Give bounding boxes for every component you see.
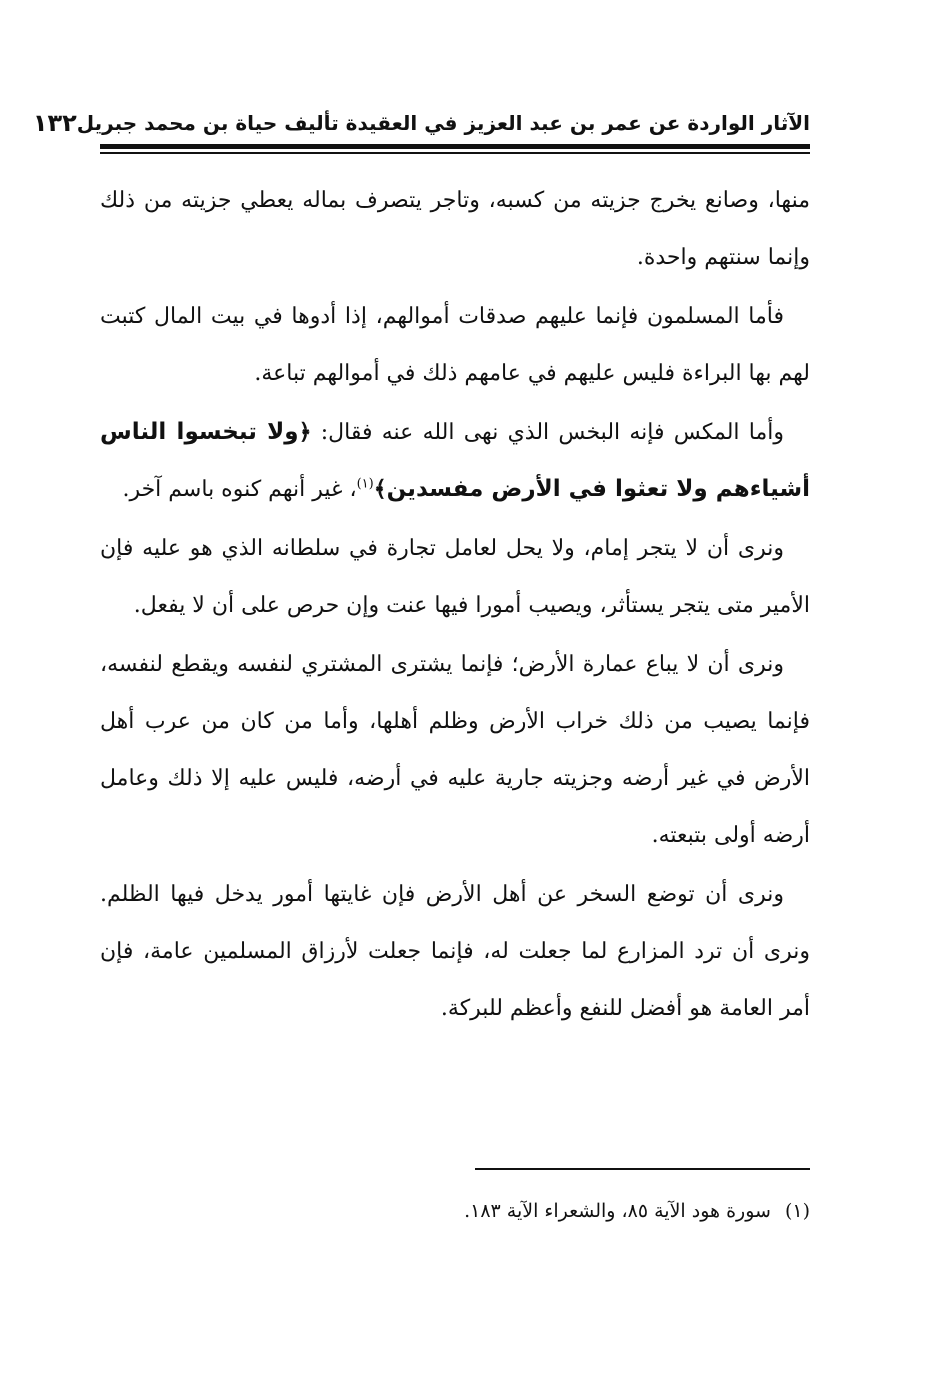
footnote-separator — [475, 1168, 810, 1170]
paragraph-3-intro: وأما المكس فإنه البخس الذي نهى الله عنه فقال: — [320, 420, 785, 445]
ornate-bracket-open: ﴿ — [298, 419, 312, 445]
paragraph-3-outro: ، غير أنهم كنوه باسم آخر. — [122, 477, 357, 502]
page-header — [32, 104, 810, 142]
paragraph-2: فأما المسلمون فإنما عليهم صدقات أموالهم، إذا أدوها في بيت المال كتبت لهم بها البراءة فليس عليهم في عامهم ذلك في أموالهم تباعة. — [100, 304, 810, 386]
footnote — [100, 1196, 810, 1226]
paragraph-1: منها، وصانع يخرج جزيته من كسبه، وتاجر يتصرف بماله يعطي جزيته من ذلك وإنما سنتهم واحدة. — [100, 188, 810, 270]
footnote-marker: (١) — [784, 1200, 810, 1222]
quran-quote: ولا تبخسوا الناس أشياءهم ولا تعثوا في الأرض مفسدين — [100, 419, 810, 502]
paragraph-5: ونرى أن لا يباع عمارة الأرض؛ فإنما يشترى المشتري لنفسه ويقطع لنفسه، فإنما يصيب من ذلك خراب الأرض وظلم أهلها، وأما من كان من عرب أهل الأرض في غير أرضه وجزيته جارية عليه في أرضه، فليس عليه إلا ذلك وعامل أرضه أولى بتبعته. — [100, 652, 810, 848]
footnote-text: سورة هود الآية ٨٥، والشعراء الآية ١٨٣. — [464, 1200, 771, 1222]
ornate-bracket-close: ﴾ — [373, 476, 387, 502]
running-title: الآثار الواردة عن عمر بن عبد العزيز في العقيدة تأليف حياة بن محمد جبريل — [76, 111, 810, 135]
paragraph-6: ونرى أن توضع السخر عن أهل الأرض فإن غايتها أمور يدخل فيها الظلم. ونرى أن ترد المزارع لما جعلت له، فإنما جعلت لأرزاق المسلمين عامة، فإن أمر العامة هو أفضل للنفع وأعظم للبركة. — [100, 882, 810, 1021]
page-number: ١٣٢ — [32, 109, 77, 137]
header-rule-thin — [100, 152, 810, 154]
main-text — [100, 172, 810, 1039]
paragraph-3 — [100, 404, 810, 518]
header-rule-thick — [100, 144, 810, 149]
footnote-reference: (١) — [356, 476, 374, 492]
paragraph-4: ونرى أن لا يتجر إمام، ولا يحل لعامل تجارة في سلطانه الذي هو عليه فإن الأمير متى يتجر يستأثر، ويصيب أمورا فيها عنت وإن حرص على أن لا يفعل. — [100, 536, 810, 618]
